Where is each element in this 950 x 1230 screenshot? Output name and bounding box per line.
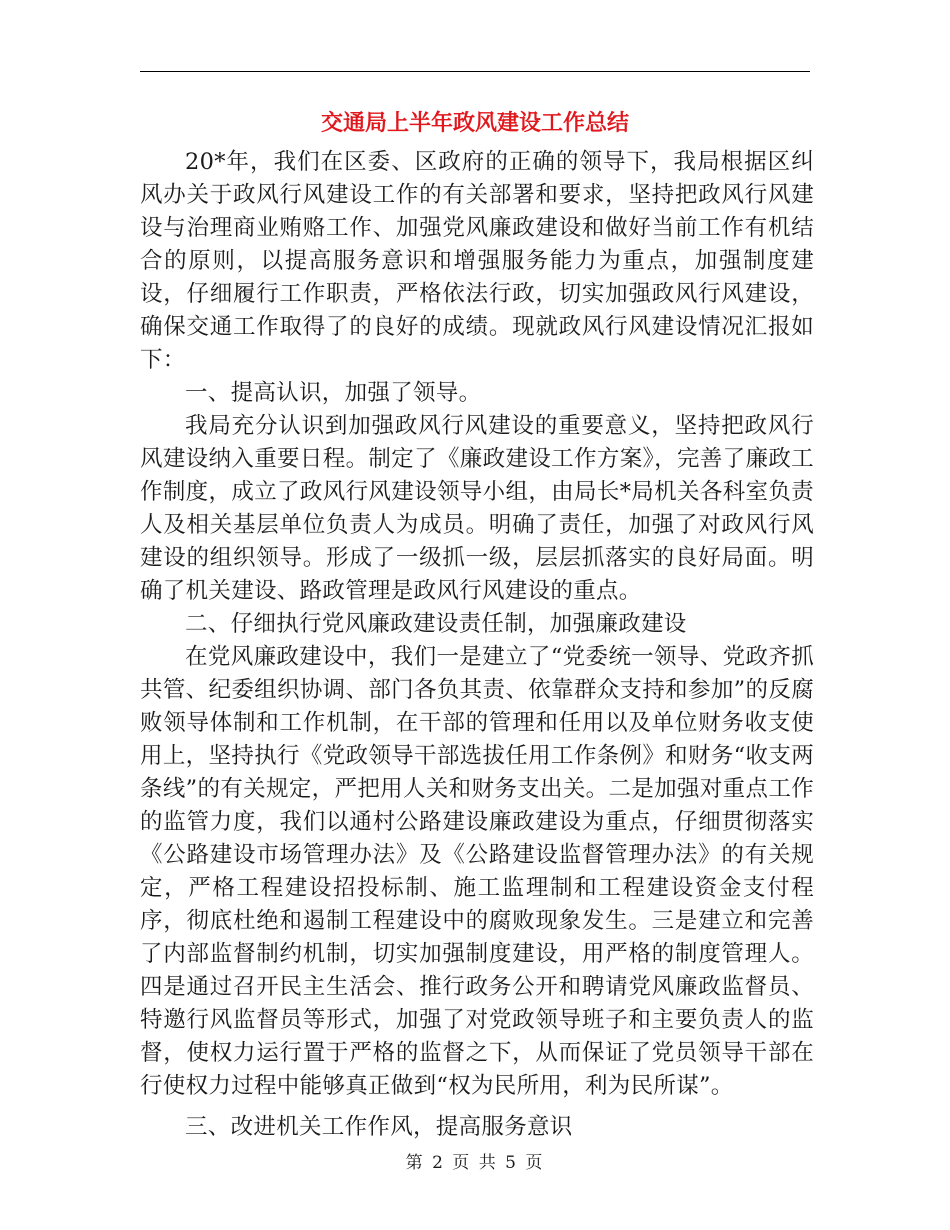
document-body [140,146,814,1144]
page-footer: 第 2 页 共 5 页 [405,1153,545,1173]
paragraph-section-2: 在党风廉政建设中，我们一是建立了“党委统一领导、党政齐抓共管、纪委组织协调、部门各负其责、依靠群众支持和参加”的反腐败领导体制和工作机制，在干部的管理和任用以及单位财务收支使用上，坚持执行《党政领导干部选拔任用工作条例》和财务“收支两条线”的有关规定，严把用人关和财务支出关。二是加强对重点工作的监管力度，我们以通村公路建设廉政建设为重点，仔细贯彻落实《公路建设市场管理办法》及《公路建设监督管理办法》的有关规定，严格工程建设招投标制、施工监理制和工程建设资金支付程序，彻底杜绝和遏制工程建设中的腐败现象发生。三是建立和完善了内部监督制约机制，切实加强制度建设，用严格的制度管理人。四是通过召开民主生活会、推行政务公开和聘请党风廉政监督员、特邀行风监督员等形式，加强了对党政领导班子和主要负责人的监督，使权力运行置于严格的监督之下，从而保证了党员领导干部在行使权力过程中能够真正做到“权为民所用，利为民所谋”。 [140,644,814,1099]
section-heading-2: 二、仔细执行党风廉政建设责任制，加强廉政建设 [185,611,687,637]
document-title: 交通局上半年政风建设工作总结 [320,111,629,136]
header-rule [140,71,810,72]
section-heading-3: 三、改进机关工作作风，提高服务意识 [185,1114,573,1140]
paragraph-section-1: 我局充分认识到加强政风行风建设的重要意义，坚持把政风行风建设纳入重要日程。制定了《廉政建设工作方案》，完善了廉政工作制度，成立了政风行风建设领导小组，由局长*局机关各科室负责人及相关基层单位负责人为成员。明确了责任，加强了对政风行风建设的组织领导。形成了一级抓一级，层层抓落实的良好局面。明确了机关建设、路政管理是政风行风建设的重点。 [140,413,814,604]
paragraph-intro: 20*年，我们在区委、区政府的正确的领导下，我局根据区纠风办关于政风行风建设工作的有关部署和要求，坚持把政风行风建设与治理商业贿赂工作、加强党风廉政建设和做好当前工作有机结合的原则，以提高服务意识和增强服务能力为重点，加强制度建设，仔细履行工作职责，严格依法行政，切实加强政风行风建设，确保交通工作取得了的良好的成绩。现就政风行风建设情况汇报如下： [140,149,814,373]
section-heading-1: 一、提高认识，加强了领导。 [185,380,482,406]
